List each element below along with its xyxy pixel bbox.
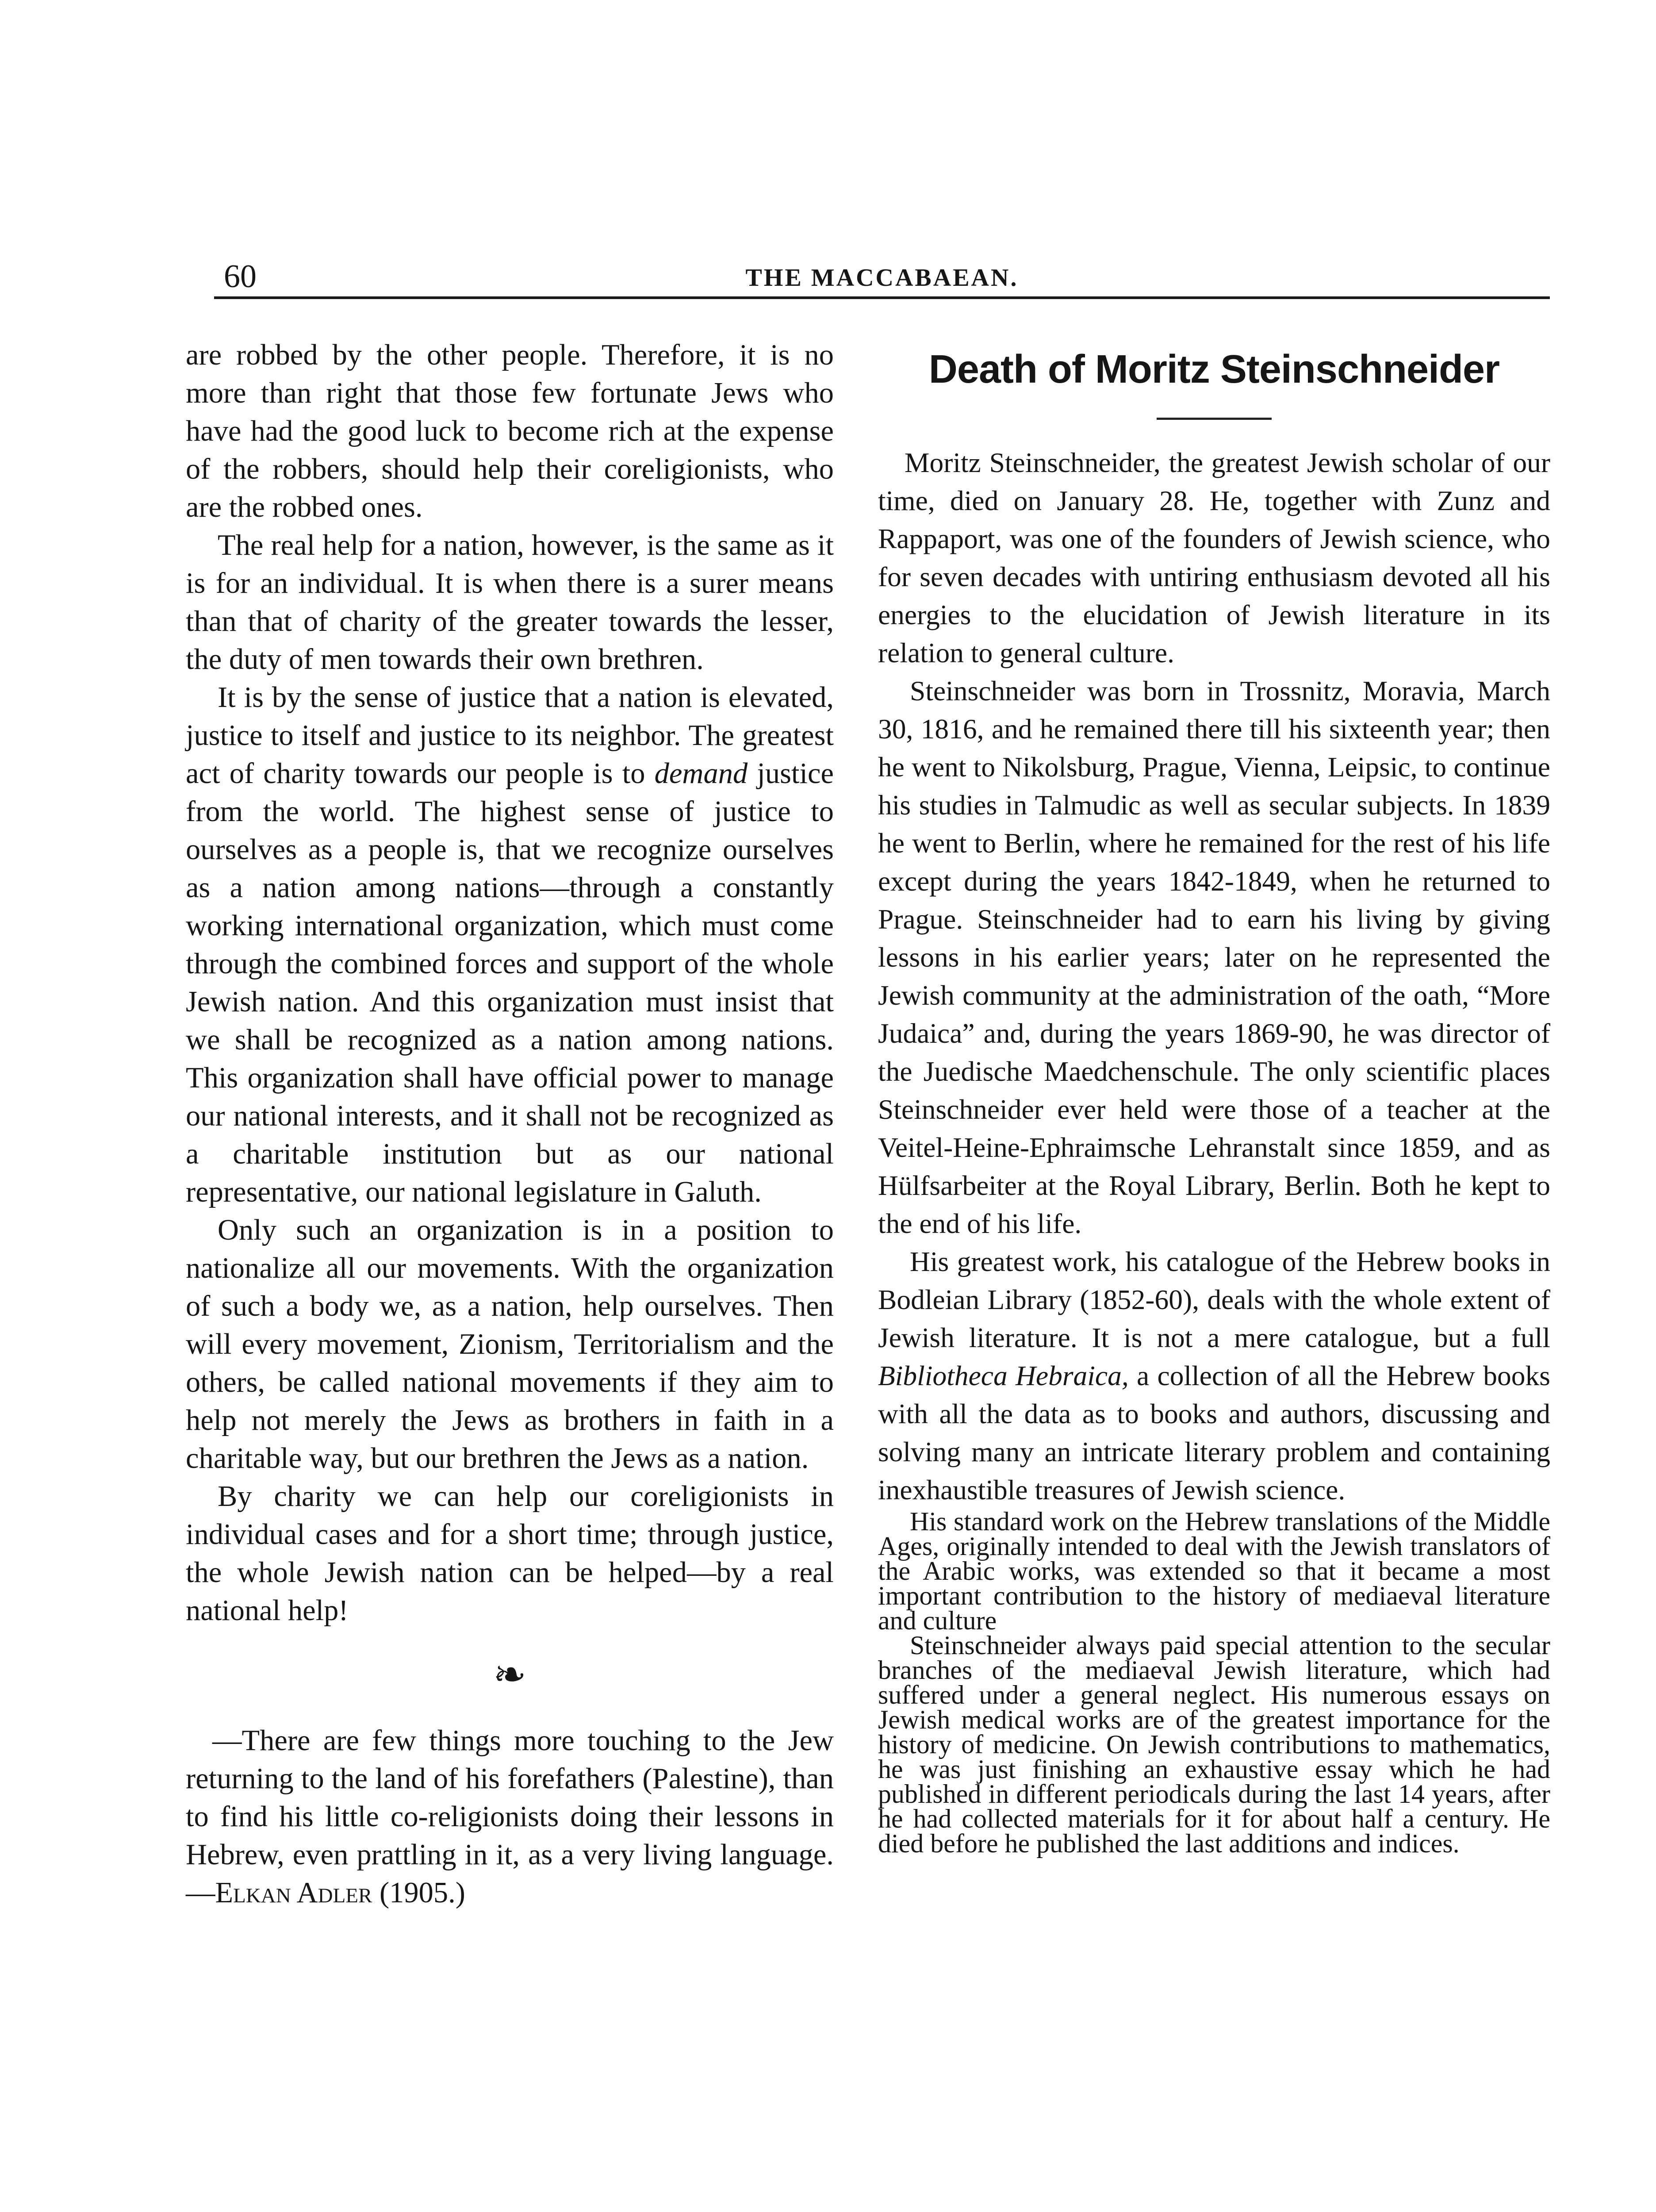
emphasis-demand: demand: [654, 757, 748, 790]
right-paragraph-3: [878, 1243, 1550, 1509]
page-header: [214, 252, 1550, 305]
left-paragraph-2: The real help for a nation, however, is the same as it is for an individual. It is when there is a surer means than that of charity of the greater towards the lesser, the duty of men towards their own brethren.: [186, 529, 834, 676]
emphasis-bibliotheca-hebraica: Bibliotheca Hebraica,: [878, 1360, 1129, 1391]
quote-year: (1905.): [372, 1877, 465, 1909]
quote-text: —There are few things more touching to the Jew returning to the land of his forefathers (Palestine), than to find his little co-religionists doing their lessons in Hebrew, even prattling in it, as a very living language.—: [186, 1724, 834, 1909]
title-rule: [1157, 418, 1272, 420]
right-paragraph-1: Moritz Steinschneider, the greatest Jewish scholar of our time, died on January 28. He, together with Zunz and Rappaport, was one of the founders of Jewish science, who for seven decades with untiring enthusiasm devoted all his energies to the elucidation of Jewish literature in its relation to general culture.: [878, 447, 1550, 668]
header-rule: [214, 296, 1550, 299]
right-paragraph-2: Steinschneider was born in Trossnitz, Moravia, March 30, 1816, and he remained there till his sixteenth year; then he went to Nikolsburg, Prague, Vienna, Leipsic, to continue his studies in Talmudic as well as secular subjects. In 1839 he went to Berlin, where he remained for the rest of his life except during the years 1842-1849, when he returned to Prague. Steinschneider had to earn his living by giving lessons in his earlier years; later on he represented the Jewish community at the administration of the oath, “More Judaica” and, during the years 1869-90, he was director of the Juedische Maedchenschule. The only scientific places Steinschneider ever held were those of a teacher at the Veitel-Heine-Ephraimsche Lehranstalt since 1859, and as Hülfsarbeiter at the Royal Library, Berlin. Both he kept to the end of his life.: [878, 675, 1550, 1239]
left-paragraph-3: [186, 679, 834, 1211]
left-paragraph-3-text-a: It is by the sense of justice that a nation is elevated, justice to itself and justice to its neighbor. The greatest act of charity towards our people is to: [186, 681, 834, 790]
quote-author: Elkan Adler: [215, 1877, 372, 1909]
right-column: [878, 336, 1550, 1856]
left-paragraph-5: By charity we can help our coreligionists in individual cases and for a short time; through justice, the whole Jewish nation can be helped—by a real national help!: [186, 1480, 834, 1627]
right-paragraph-3-text-b: a collection of all the Hebrew books with all the data as to books and authors, discussing and solving many an intricate literary problem and containing inexhaustible treasures of Jewish science.: [878, 1360, 1550, 1505]
leaf-ornament-icon: ❧: [493, 1653, 527, 1697]
running-head: THE MACCABAEAN.: [745, 264, 1019, 292]
left-column: [186, 336, 834, 1912]
page-number: 60: [224, 258, 257, 295]
quote-paragraph: [186, 1722, 834, 1912]
left-paragraph-4: Only such an organization is in a position to nationalize all our movements. With the organization of such a body we, as a nation, help ourselves. Then will every movement, Zionism, Territorialism and the others, be called national movements if they aim to help not merely the Jews as brothers in faith in a charitable way, but our brethren the Jews as a nation.: [186, 1214, 834, 1475]
article-title: Death of Moritz Steinschneider: [928, 347, 1500, 392]
right-paragraph-4: His standard work on the Hebrew translations of the Middle Ages, originally intended to deal with the Jewish translators of the Arabic works, was extended so that it became a most important contribution to the history of mediaeval literature and culture: [878, 1507, 1550, 1635]
left-paragraph-1: are robbed by the other people. Therefore, it is no more than right that those few fortunate Jews who have had the good luck to become rich at the expense of the robbers, should help their coreligionists, who are the robbed ones.: [186, 339, 834, 523]
right-paragraph-5: Steinschneider always paid special attention to the secular branches of the mediaeval Jewish literature, which had suffered under a general neglect. His numerous essays on Jewish medical works are of the greatest importance for the history of medicine. On Jewish contributions to mathematics, he was just finishing an exhaustive essay which he had published in different periodicals during the last 14 years, after he had collected materials for it for about half a century. He died before he published the last additions and indices.: [878, 1631, 1550, 1858]
left-paragraph-3-text-b: justice from the world. The highest sense of justice to ourselves as a people is, that we recognize ourselves as a nation among nations—through a constantly working international organization, which must come through the combined forces and support of the whole Jewish nation. And this organization must insist that we shall be recognized as a nation among nations. This organization shall have official power to manage our national interests, and it shall not be recognized as a charitable institution but as our national representative, our national legislature in Galuth.: [186, 757, 834, 1208]
quote-block: [186, 1722, 834, 1912]
right-paragraph-3-text-a: His greatest work, his catalogue of the Hebrew books in Bodleian Library (1852-60), deals with the whole extent of Jewish literature. It is not a mere catalogue, but a full: [878, 1246, 1550, 1353]
